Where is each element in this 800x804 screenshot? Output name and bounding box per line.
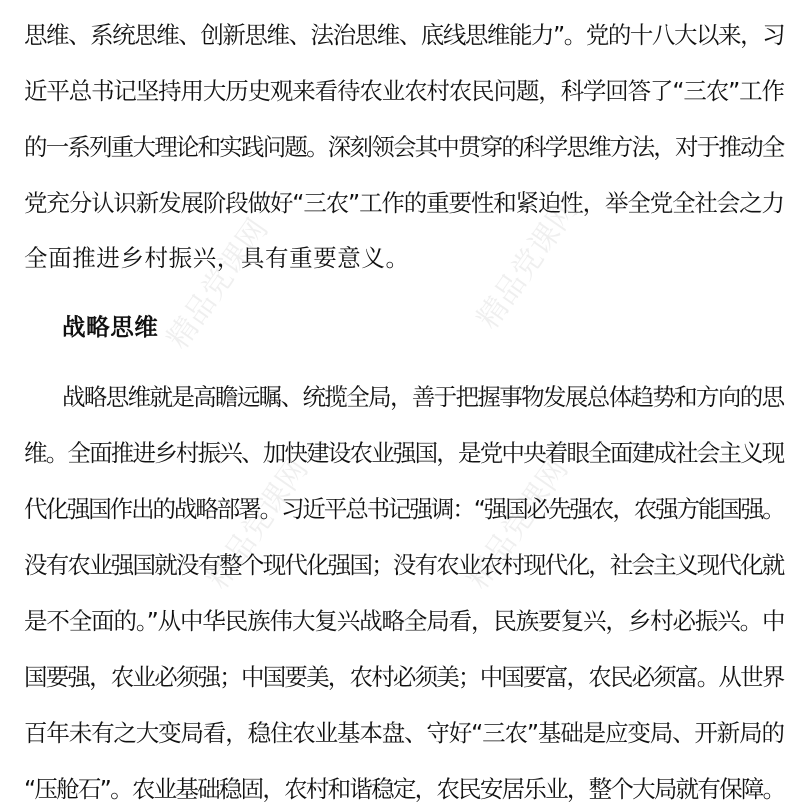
text-line: 近平总书记坚持用大历史观来看待农业农村农民问题，科学回答了“三农”工作 bbox=[24, 77, 784, 105]
text-line: 战略思维就是高瞻远瞩、统揽全局，善于把握事物发展总体趋势和方向的思 bbox=[62, 383, 784, 411]
text-line: 思维、系统思维、创新思维、法治思维、底线思维能力”。党的十八大以来，习 bbox=[24, 21, 785, 49]
text-line: 国要强，农业必须强；中国要美，农村必须美；中国要富，农民必须富。从世界 bbox=[24, 663, 784, 691]
text-line: 党充分认识新发展阶段做好“三农”工作的重要性和紧迫性，举全党全社会之力 bbox=[24, 189, 784, 217]
text-line: 没有农业强国就没有整个现代化强国；没有农业农村现代化，社会主义现代化就 bbox=[24, 551, 784, 579]
text-line: “压舱石”。农业基础稳固，农村和谐稳定，农民安居乐业，整个大局就有保障。 bbox=[24, 775, 785, 803]
watermark: 精品党课网 bbox=[200, 452, 316, 596]
text-line: 全面推进乡村振兴，具有重要意义。 bbox=[24, 244, 410, 272]
text-line: 百年未有之大变局看，稳住农业基本盘、守好“三农”基础是应变局、开新局的 bbox=[24, 719, 784, 747]
section-heading: 战略思维 bbox=[62, 313, 159, 341]
watermark: 精品党课网 bbox=[460, 452, 576, 596]
text-line: 代化强国作出的战略部署。习近平总书记强调：“强国必先强农，农强方能国强。 bbox=[24, 495, 784, 523]
text-line: 是不全面的。”从中华民族伟大复兴战略全局看，民族要复兴，乡村必振兴。中 bbox=[24, 607, 785, 635]
text-line: 维。全面推进乡村振兴、加快建设农业强国，是党中央着眼全面建成社会主义现 bbox=[24, 439, 784, 467]
text-line: 的一系列重大理论和实践问题。深刻领会其中贯穿的科学思维方法，对于推动全 bbox=[24, 133, 784, 161]
watermark: 精品党课网 bbox=[160, 212, 276, 356]
watermark: 精品党课网 bbox=[470, 192, 586, 336]
